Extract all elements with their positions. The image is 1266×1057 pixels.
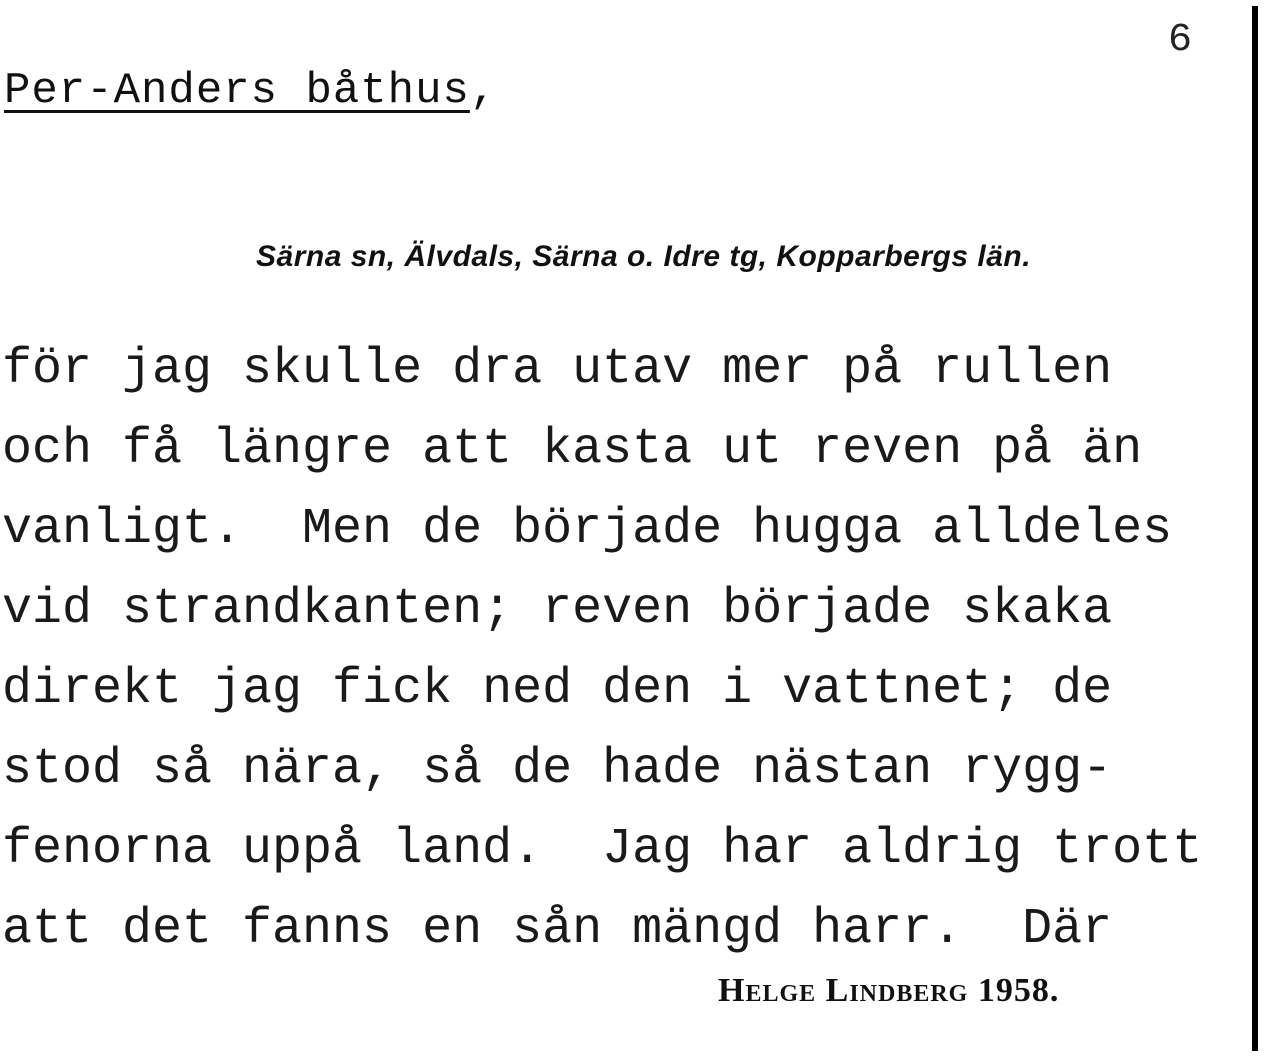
margin-rule [1252,6,1258,1051]
location-line: Särna sn, Älvdals, Särna o. Idre tg, Kopparbergs län. [256,240,1032,273]
page-number: 6 [1168,18,1193,63]
body-text [2,330,1242,970]
title-punctuation: , [469,66,498,116]
signature: Helge Lindberg 1958. [718,972,1060,1009]
text-line: fenorna uppå land. Jag har aldrig trott [2,821,1203,878]
text-line: att det fanns en sån mängd harr. Där [2,901,1113,958]
text-line: för jag skulle dra utav mer på rullen [2,341,1113,398]
text-line: vanligt. Men de började hugga alldeles [2,501,1173,558]
page-title [4,66,497,116]
text-line: och få längre att kasta ut reven på än [2,421,1143,478]
title-text: Per-Anders båthus [4,66,470,116]
text-line: stod så nära, så de hade nästan rygg- [2,741,1113,798]
text-line: direkt jag fick ned den i vattnet; de [2,661,1113,718]
text-line: vid strandkanten; reven började skaka [2,581,1113,638]
